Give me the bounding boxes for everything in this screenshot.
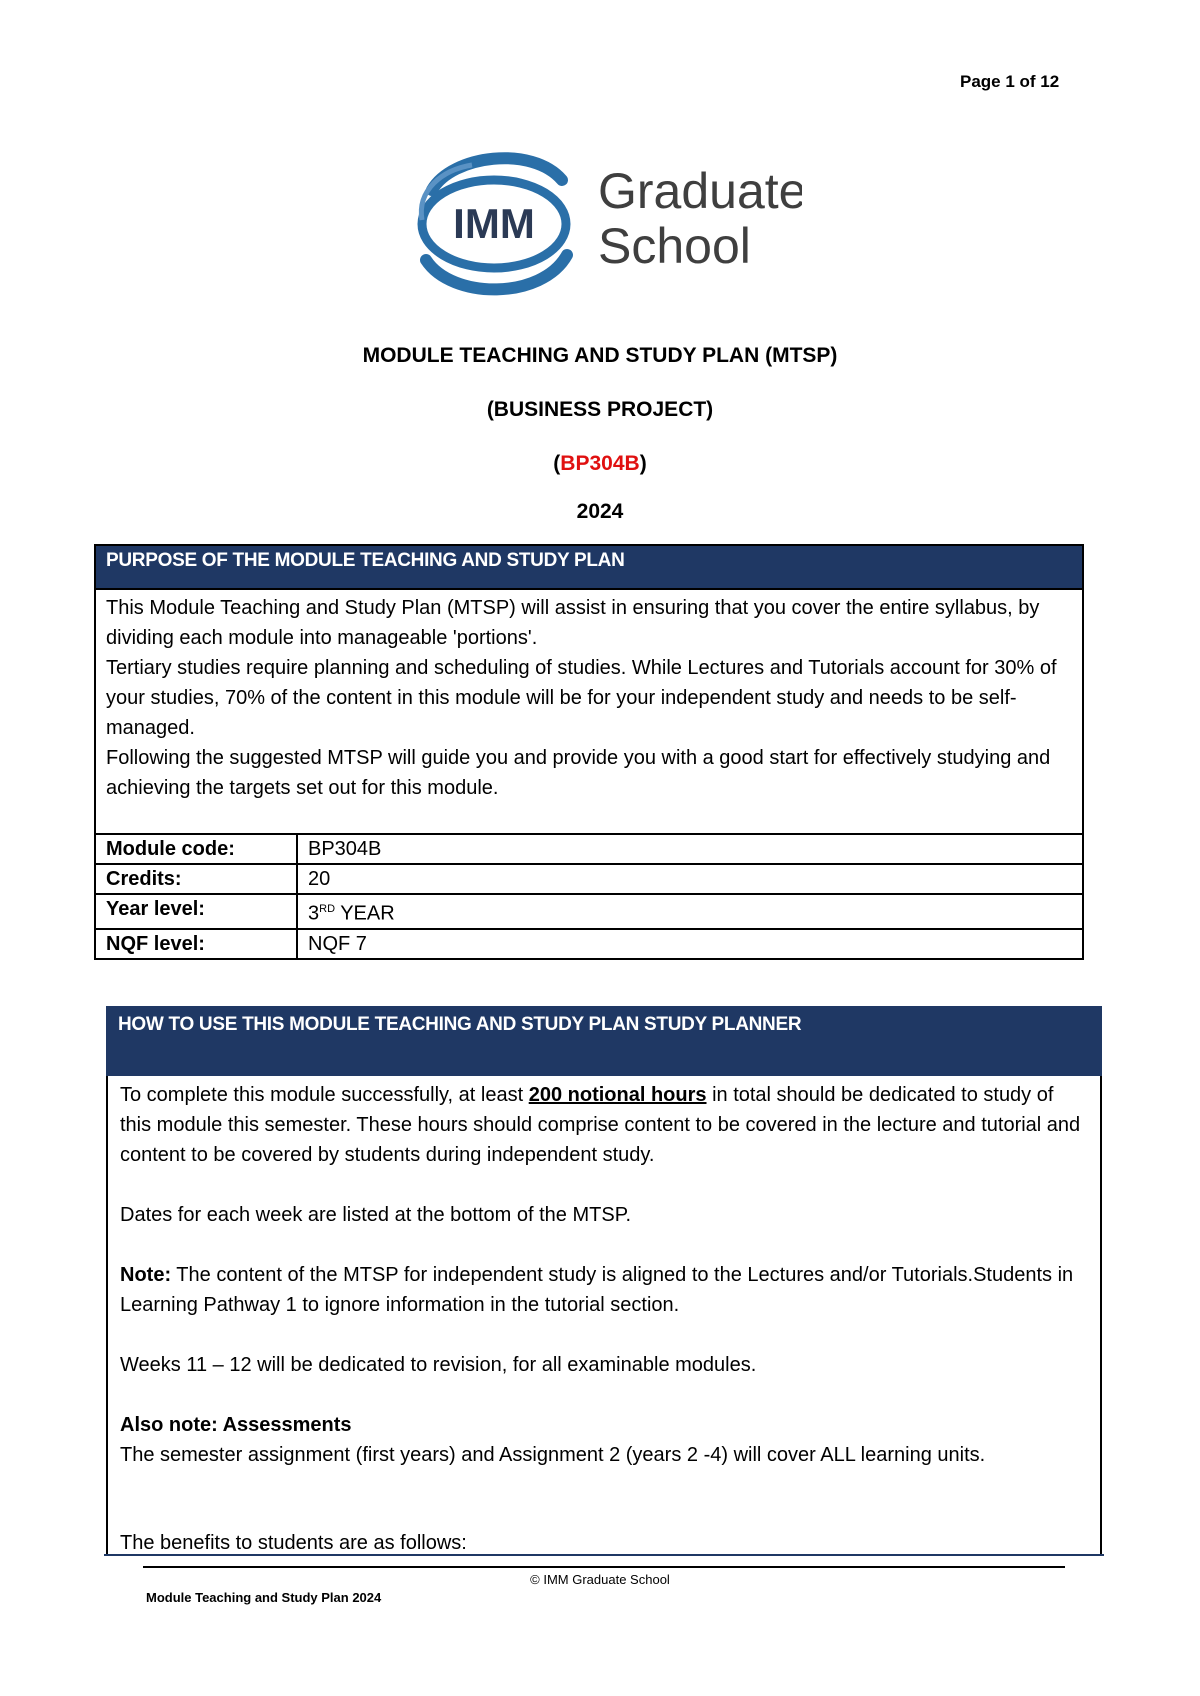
module-code-value: BP304B: [297, 834, 1083, 864]
footer-document-name: Module Teaching and Study Plan 2024: [146, 1590, 382, 1605]
purpose-paragraph-3: Following the suggested MTSP will guide you and provide you with a good start for effectively studying and achieving the targets set out for this module.: [106, 747, 1051, 799]
logo-mark-text: IMM: [453, 200, 535, 247]
code-close-paren: ): [639, 452, 647, 475]
footer-copyright: © IMM Graduate School: [530, 1572, 670, 1587]
purpose-header: PURPOSE OF THE MODULE TEACHING AND STUDY PLAN: [95, 545, 1083, 589]
assessments-label: Also note: Assessments: [120, 1414, 352, 1436]
year-level-word: YEAR: [335, 902, 395, 925]
nqf-level-label: NQF level:: [95, 929, 297, 959]
how-to-header: HOW TO USE THIS MODULE TEACHING AND STUDY PLAN STUDY PLANNER: [106, 1006, 1102, 1076]
module-code-label: Module code:: [95, 834, 297, 864]
year-level-label: Year level:: [95, 894, 297, 929]
imm-logo: [412, 150, 802, 300]
module-code-row: [95, 834, 1083, 864]
logo-school-text: School: [598, 218, 751, 274]
document-year: 2024: [576, 500, 624, 523]
how-to-bottom-rule: [104, 1554, 1104, 1556]
credits-value: 20: [297, 864, 1083, 894]
assessments-text: The semester assignment (first years) and Assignment 2 (years 2 -4) will cover ALL learning units.: [120, 1444, 986, 1466]
note-label: Note:: [120, 1264, 172, 1286]
year-level-value: [297, 894, 1083, 929]
page-number: Page 1 of 12: [960, 72, 1060, 91]
logo-graduate-text: Graduate: [598, 163, 802, 219]
code-open-paren: (: [553, 452, 561, 475]
module-code-highlight: BP304B: [560, 452, 640, 475]
purpose-paragraph-2: Tertiary studies require planning and scheduling of studies. While Lectures and Tutorials account for 30% of your studies, 70% of the content in this module will be for your independent study and needs to be self-managed.: [106, 657, 1057, 739]
nqf-level-value: NQF 7: [297, 929, 1083, 959]
how-to-p1-end: in total should be dedicated to study of this module this semester. These hours should comprise content to be covered in the lecture and tutorial and content to be covered by students during independent study.: [120, 1084, 1081, 1166]
note-text: The content of the MTSP for independent study is aligned to the Lectures and/or Tutorials.Students in Learning Pathway 1 to ignore information in the tutorial section.: [120, 1264, 1074, 1316]
how-to-p1-start: To complete this module successfully, at least: [120, 1084, 529, 1106]
how-to-paragraph-3: [120, 1260, 1088, 1320]
purpose-paragraph-1: This Module Teaching and Study Plan (MTSP) will assist in ensuring that you cover the entire syllabus, by dividing each module into manageable 'portions'.: [106, 597, 1040, 649]
year-level-suffix: RD: [319, 903, 336, 915]
footer-divider: [143, 1566, 1065, 1568]
purpose-body: [95, 589, 1083, 834]
nqf-level-row: [95, 929, 1083, 959]
credits-row: [95, 864, 1083, 894]
imm-logo-mark: [412, 150, 802, 300]
how-to-paragraph-4: Weeks 11 – 12 will be dedicated to revision, for all examinable modules.: [120, 1354, 757, 1376]
how-to-paragraph-1: [120, 1080, 1088, 1170]
document-title: MODULE TEACHING AND STUDY PLAN (MTSP): [362, 344, 838, 367]
how-to-paragraph-2: Dates for each week are listed at the bottom of the MTSP.: [120, 1204, 632, 1226]
year-level-row: [95, 894, 1083, 929]
document-subtitle: (BUSINESS PROJECT): [486, 398, 714, 421]
purpose-table: [94, 544, 1084, 960]
notional-hours: 200 notional hours: [528, 1084, 707, 1106]
credits-label: Credits:: [95, 864, 297, 894]
benefits-intro: The benefits to students are as follows:: [120, 1532, 467, 1554]
how-to-body: [106, 1076, 1102, 1556]
module-code-heading: [0, 452, 1200, 476]
year-level-number: 3: [308, 902, 320, 925]
